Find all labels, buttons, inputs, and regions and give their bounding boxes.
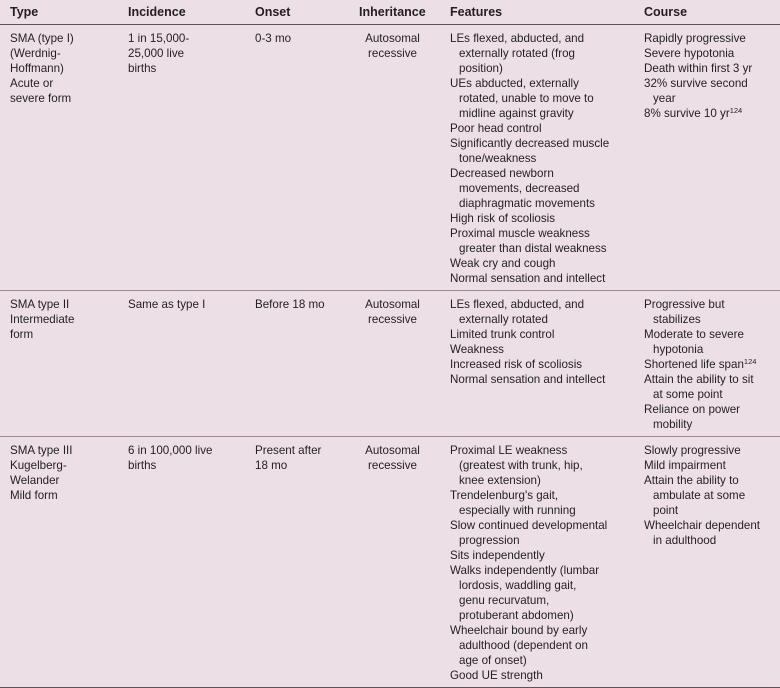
cell-course bbox=[634, 25, 780, 291]
cell-inheritance bbox=[349, 25, 440, 291]
header-type: Type bbox=[0, 0, 118, 25]
cell-incidence bbox=[118, 25, 245, 291]
cell-incidence bbox=[118, 291, 245, 437]
onset-line: 0-3 mo bbox=[255, 32, 292, 45]
course-item: Wheelchair dependent in adulthood bbox=[644, 519, 761, 547]
cell-features bbox=[440, 25, 634, 291]
header-inheritance: Inheritance bbox=[349, 0, 440, 25]
incidence-line: 25,000 live bbox=[128, 47, 185, 60]
course-item: Death within first 3 yr bbox=[644, 62, 753, 75]
feature-item: Increased risk of scoliosis bbox=[450, 358, 583, 371]
header-onset: Onset bbox=[245, 0, 349, 25]
header-incidence: Incidence bbox=[118, 0, 245, 25]
feature-item: Slow continued developmental progression bbox=[450, 519, 608, 547]
feature-item: Wheelchair bound by early adulthood (dependent on age of onset) bbox=[450, 624, 588, 667]
feature-item: Limited trunk control bbox=[450, 328, 555, 341]
incidence-line: 1 in 15,000- bbox=[128, 32, 190, 45]
cell-incidence bbox=[118, 437, 245, 688]
reference-superscript: 124 bbox=[729, 106, 743, 115]
cell-onset bbox=[245, 25, 349, 291]
course-item: Shortened life span$^{124}$ bbox=[644, 357, 757, 371]
feature-item: LEs flexed, abducted, and externally rotated bbox=[450, 298, 585, 326]
cell-course bbox=[634, 437, 780, 688]
type-line: SMA type II bbox=[10, 298, 70, 311]
cell-features bbox=[440, 437, 634, 688]
feature-item: Sits independently bbox=[450, 549, 545, 562]
course-item: Progressive but stabilizes bbox=[644, 298, 725, 326]
cell-inheritance bbox=[349, 291, 440, 437]
feature-item: Proximal muscle weakness greater than distal weakness bbox=[450, 227, 607, 255]
feature-item: Good UE strength bbox=[450, 669, 543, 682]
inheritance-line: Autosomal bbox=[365, 32, 420, 45]
feature-item: Trendelenburg's gait, especially with running bbox=[450, 489, 576, 517]
type-line: SMA (type I) bbox=[10, 32, 74, 45]
feature-item: Weakness bbox=[450, 343, 504, 356]
header-course: Course bbox=[634, 0, 780, 25]
course-item: Attain the ability to ambulate at some point bbox=[644, 474, 746, 517]
course-item: Reliance on power mobility bbox=[644, 403, 741, 431]
course-item: 8% survive 10 $yr^{124}$ bbox=[644, 106, 743, 120]
course-item: Slowly progressive bbox=[644, 444, 741, 457]
incidence-line: Same as type I bbox=[128, 298, 206, 311]
inheritance-line: Autosomal bbox=[365, 444, 420, 457]
table-row bbox=[0, 25, 780, 291]
inheritance-line: recessive bbox=[368, 459, 417, 472]
header-features: Features bbox=[440, 0, 634, 25]
incidence-line: 6 in 100,000 live bbox=[128, 444, 213, 457]
inheritance-line: Autosomal bbox=[365, 298, 420, 311]
cell-features bbox=[440, 291, 634, 437]
type-line: (Werdnig- bbox=[10, 47, 61, 60]
type-line: Acute or bbox=[10, 77, 54, 90]
type-line: Kugelberg- bbox=[10, 459, 67, 472]
onset-line: 18 mo bbox=[255, 459, 288, 472]
header-row bbox=[0, 0, 780, 25]
feature-item: Walks independently (lumbar lordosis, waddling gait, genu recurvatum, protuberant abdomen) bbox=[450, 564, 600, 622]
feature-item: Significantly decreased muscle tone/weakness bbox=[450, 137, 610, 165]
feature-item: Decreased newborn movements, decreased diaphragmatic movements bbox=[450, 167, 595, 210]
type-line: SMA type III bbox=[10, 444, 73, 457]
feature-item: LEs flexed, abducted, and externally rotated (frog position) bbox=[450, 32, 585, 75]
table-row bbox=[0, 291, 780, 437]
feature-item: Normal sensation and intellect bbox=[450, 373, 606, 386]
cell-type bbox=[0, 437, 118, 688]
type-line: Welander bbox=[10, 474, 60, 487]
table-row bbox=[0, 437, 780, 688]
type-line: Hoffmann) bbox=[10, 62, 64, 75]
cell-type bbox=[0, 25, 118, 291]
feature-item: UEs abducted, externally rotated, unable to move to midline against gravity bbox=[450, 77, 594, 120]
inheritance-line: recessive bbox=[368, 313, 417, 326]
course-item: Moderate to severe hypotonia bbox=[644, 328, 744, 356]
cell-course bbox=[634, 291, 780, 437]
table-body bbox=[0, 25, 780, 688]
reference-superscript: 124 bbox=[743, 357, 757, 366]
type-line: severe form bbox=[10, 92, 72, 105]
feature-item: High risk of scoliosis bbox=[450, 212, 556, 225]
incidence-line: births bbox=[128, 62, 157, 75]
feature-item: Normal sensation and intellect bbox=[450, 272, 606, 285]
type-line: form bbox=[10, 328, 34, 341]
feature-item: Weak cry and cough bbox=[450, 257, 556, 270]
feature-item: Proximal LE weakness (greatest with trunk, hip, knee extension) bbox=[450, 444, 583, 487]
onset-line: Before 18 mo bbox=[255, 298, 325, 311]
cell-onset bbox=[245, 437, 349, 688]
cell-type bbox=[0, 291, 118, 437]
type-line: Intermediate bbox=[10, 313, 75, 326]
course-item: 32% survive second year bbox=[644, 77, 748, 105]
course-item: Severe hypotonia bbox=[644, 47, 735, 60]
course-item: Mild impairment bbox=[644, 459, 726, 472]
feature-item: Poor head control bbox=[450, 122, 542, 135]
onset-line: Present after bbox=[255, 444, 322, 457]
type-line: Mild form bbox=[10, 489, 58, 502]
cell-inheritance bbox=[349, 437, 440, 688]
course-item: Rapidly progressive bbox=[644, 32, 746, 45]
incidence-line: births bbox=[128, 459, 157, 472]
cell-onset bbox=[245, 291, 349, 437]
course-item: Attain the ability to sit at some point bbox=[644, 373, 754, 401]
inheritance-line: recessive bbox=[368, 47, 417, 60]
